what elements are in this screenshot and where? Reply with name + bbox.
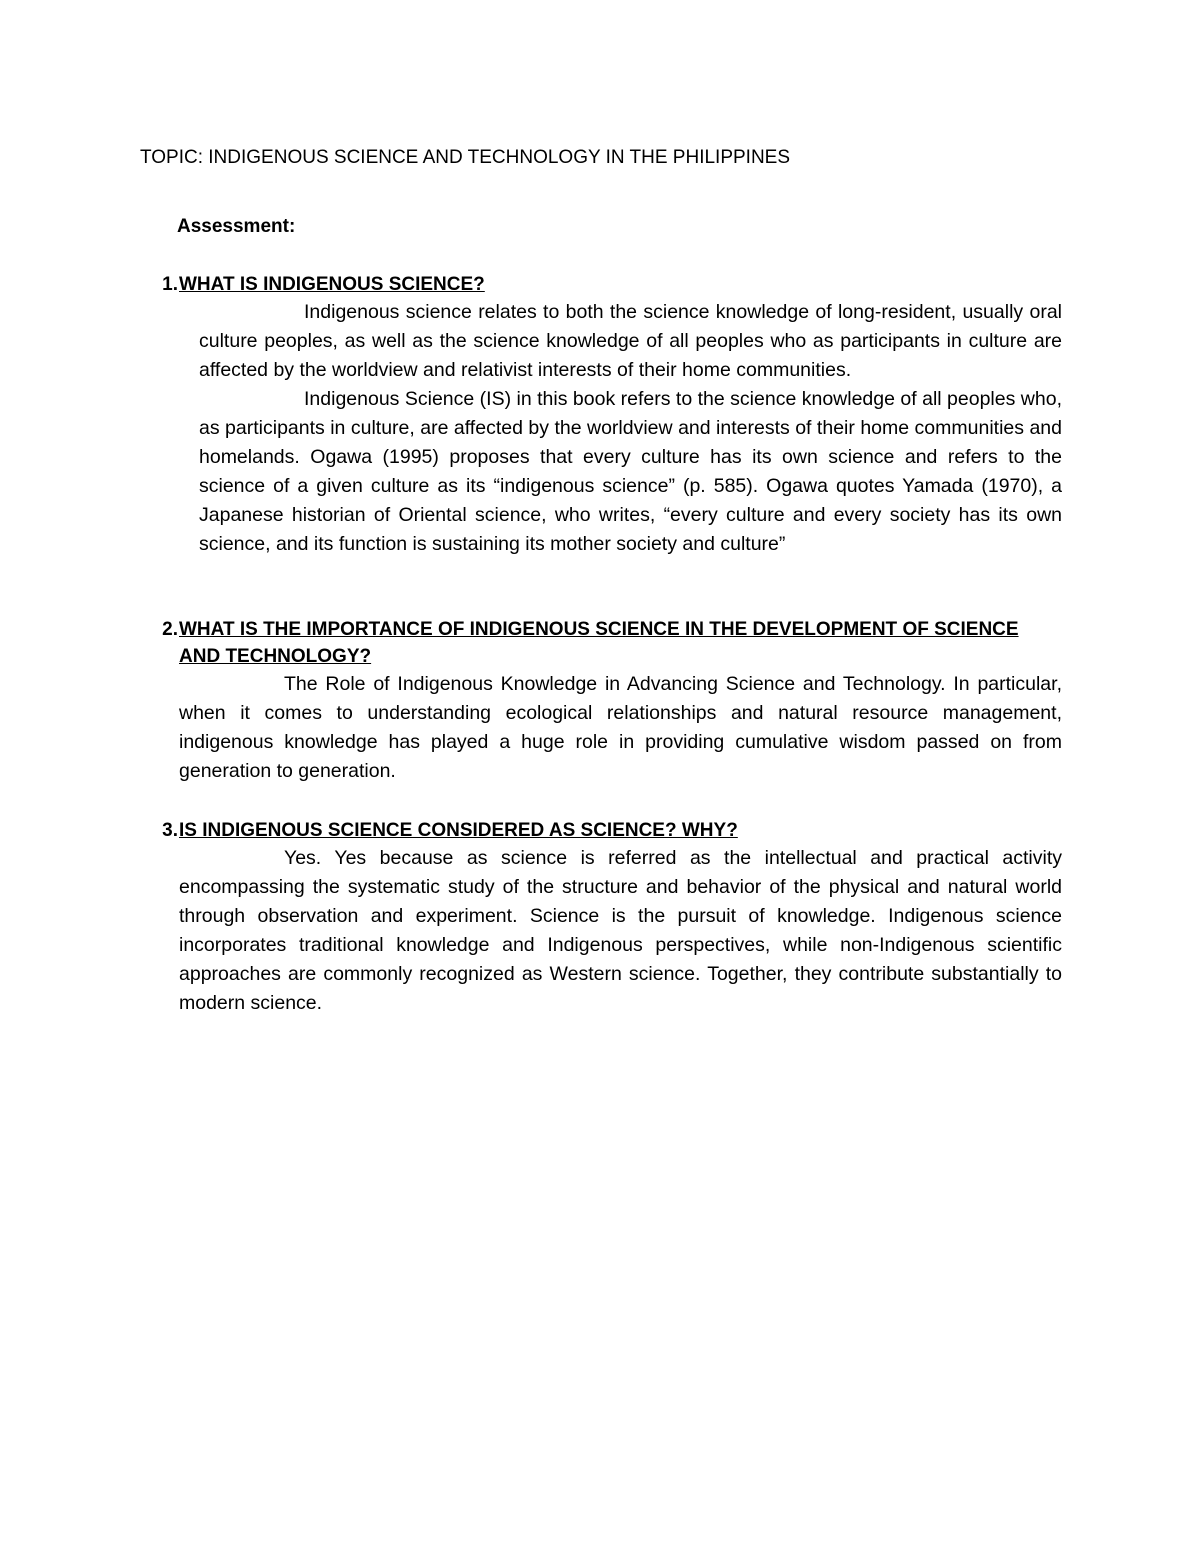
question-text: WHAT IS INDIGENOUS SCIENCE? (179, 274, 485, 295)
question-heading (140, 616, 1062, 670)
question-heading (140, 271, 1062, 298)
question-number: 1. (162, 274, 178, 295)
answer-paragraph: Indigenous science relates to both the science knowledge of long-resident, usually oral culture peoples, as well as the science knowledge of all peoples who as participants in culture are affected by the worldview and relativist interests of their home communities. (199, 301, 1062, 381)
question-number: 2. (162, 619, 178, 640)
answer-paragraph: Yes. Yes because as science is referred as the intellectual and practical activity encompassing the systematic study of the structure and behavior of the physical and natural world through observation and experiment. Science is the pursuit of knowledge. Indigenous science incorporates traditional knowledge and Indigenous perspectives, while non-Indigenous scientific approaches are commonly recognized as Western science. Together, they contribute substantially to modern science. (179, 847, 1062, 1014)
document-topic: TOPIC: INDIGENOUS SCIENCE AND TECHNOLOGY IN THE PHILIPPINES (140, 147, 791, 168)
answer-paragraph: Indigenous Science (IS) in this book refers to the science knowledge of all peoples who, as participants in culture, are affected by the worldview and interests of their home communities and homelands. Ogawa (1995) proposes that every culture has its own science and refers to the science of a given culture as its “indigenous science” (p. 585). Ogawa quotes Yamada (1970), a Japanese historian of Oriental science, who writes, “every culture and every society has its own science, and its function is sustaining its mother society and culture” (199, 388, 1062, 555)
question-text: WHAT IS THE IMPORTANCE OF INDIGENOUS SCIENCE IN THE DEVELOPMENT OF SCIENCE AND TECHNOLOGY? (179, 619, 1019, 667)
answer-block (140, 298, 1062, 559)
answer-block (140, 844, 1062, 1018)
question-section-3 (140, 817, 1062, 1018)
answer-paragraph: The Role of Indigenous Knowledge in Advancing Science and Technology. In particular, when it comes to understanding ecological relationships and natural resource management, indigenous knowledge has played a huge role in providing cumulative wisdom passed on from generation to generation. (179, 673, 1062, 782)
question-section-1 (140, 271, 1062, 559)
question-heading (140, 817, 1062, 844)
question-text: IS INDIGENOUS SCIENCE CONSIDERED AS SCIENCE? WHY? (179, 820, 738, 841)
question-number: 3. (162, 820, 178, 841)
question-section-2 (140, 616, 1062, 786)
answer-block (140, 670, 1062, 786)
assessment-heading: Assessment: (177, 216, 296, 237)
